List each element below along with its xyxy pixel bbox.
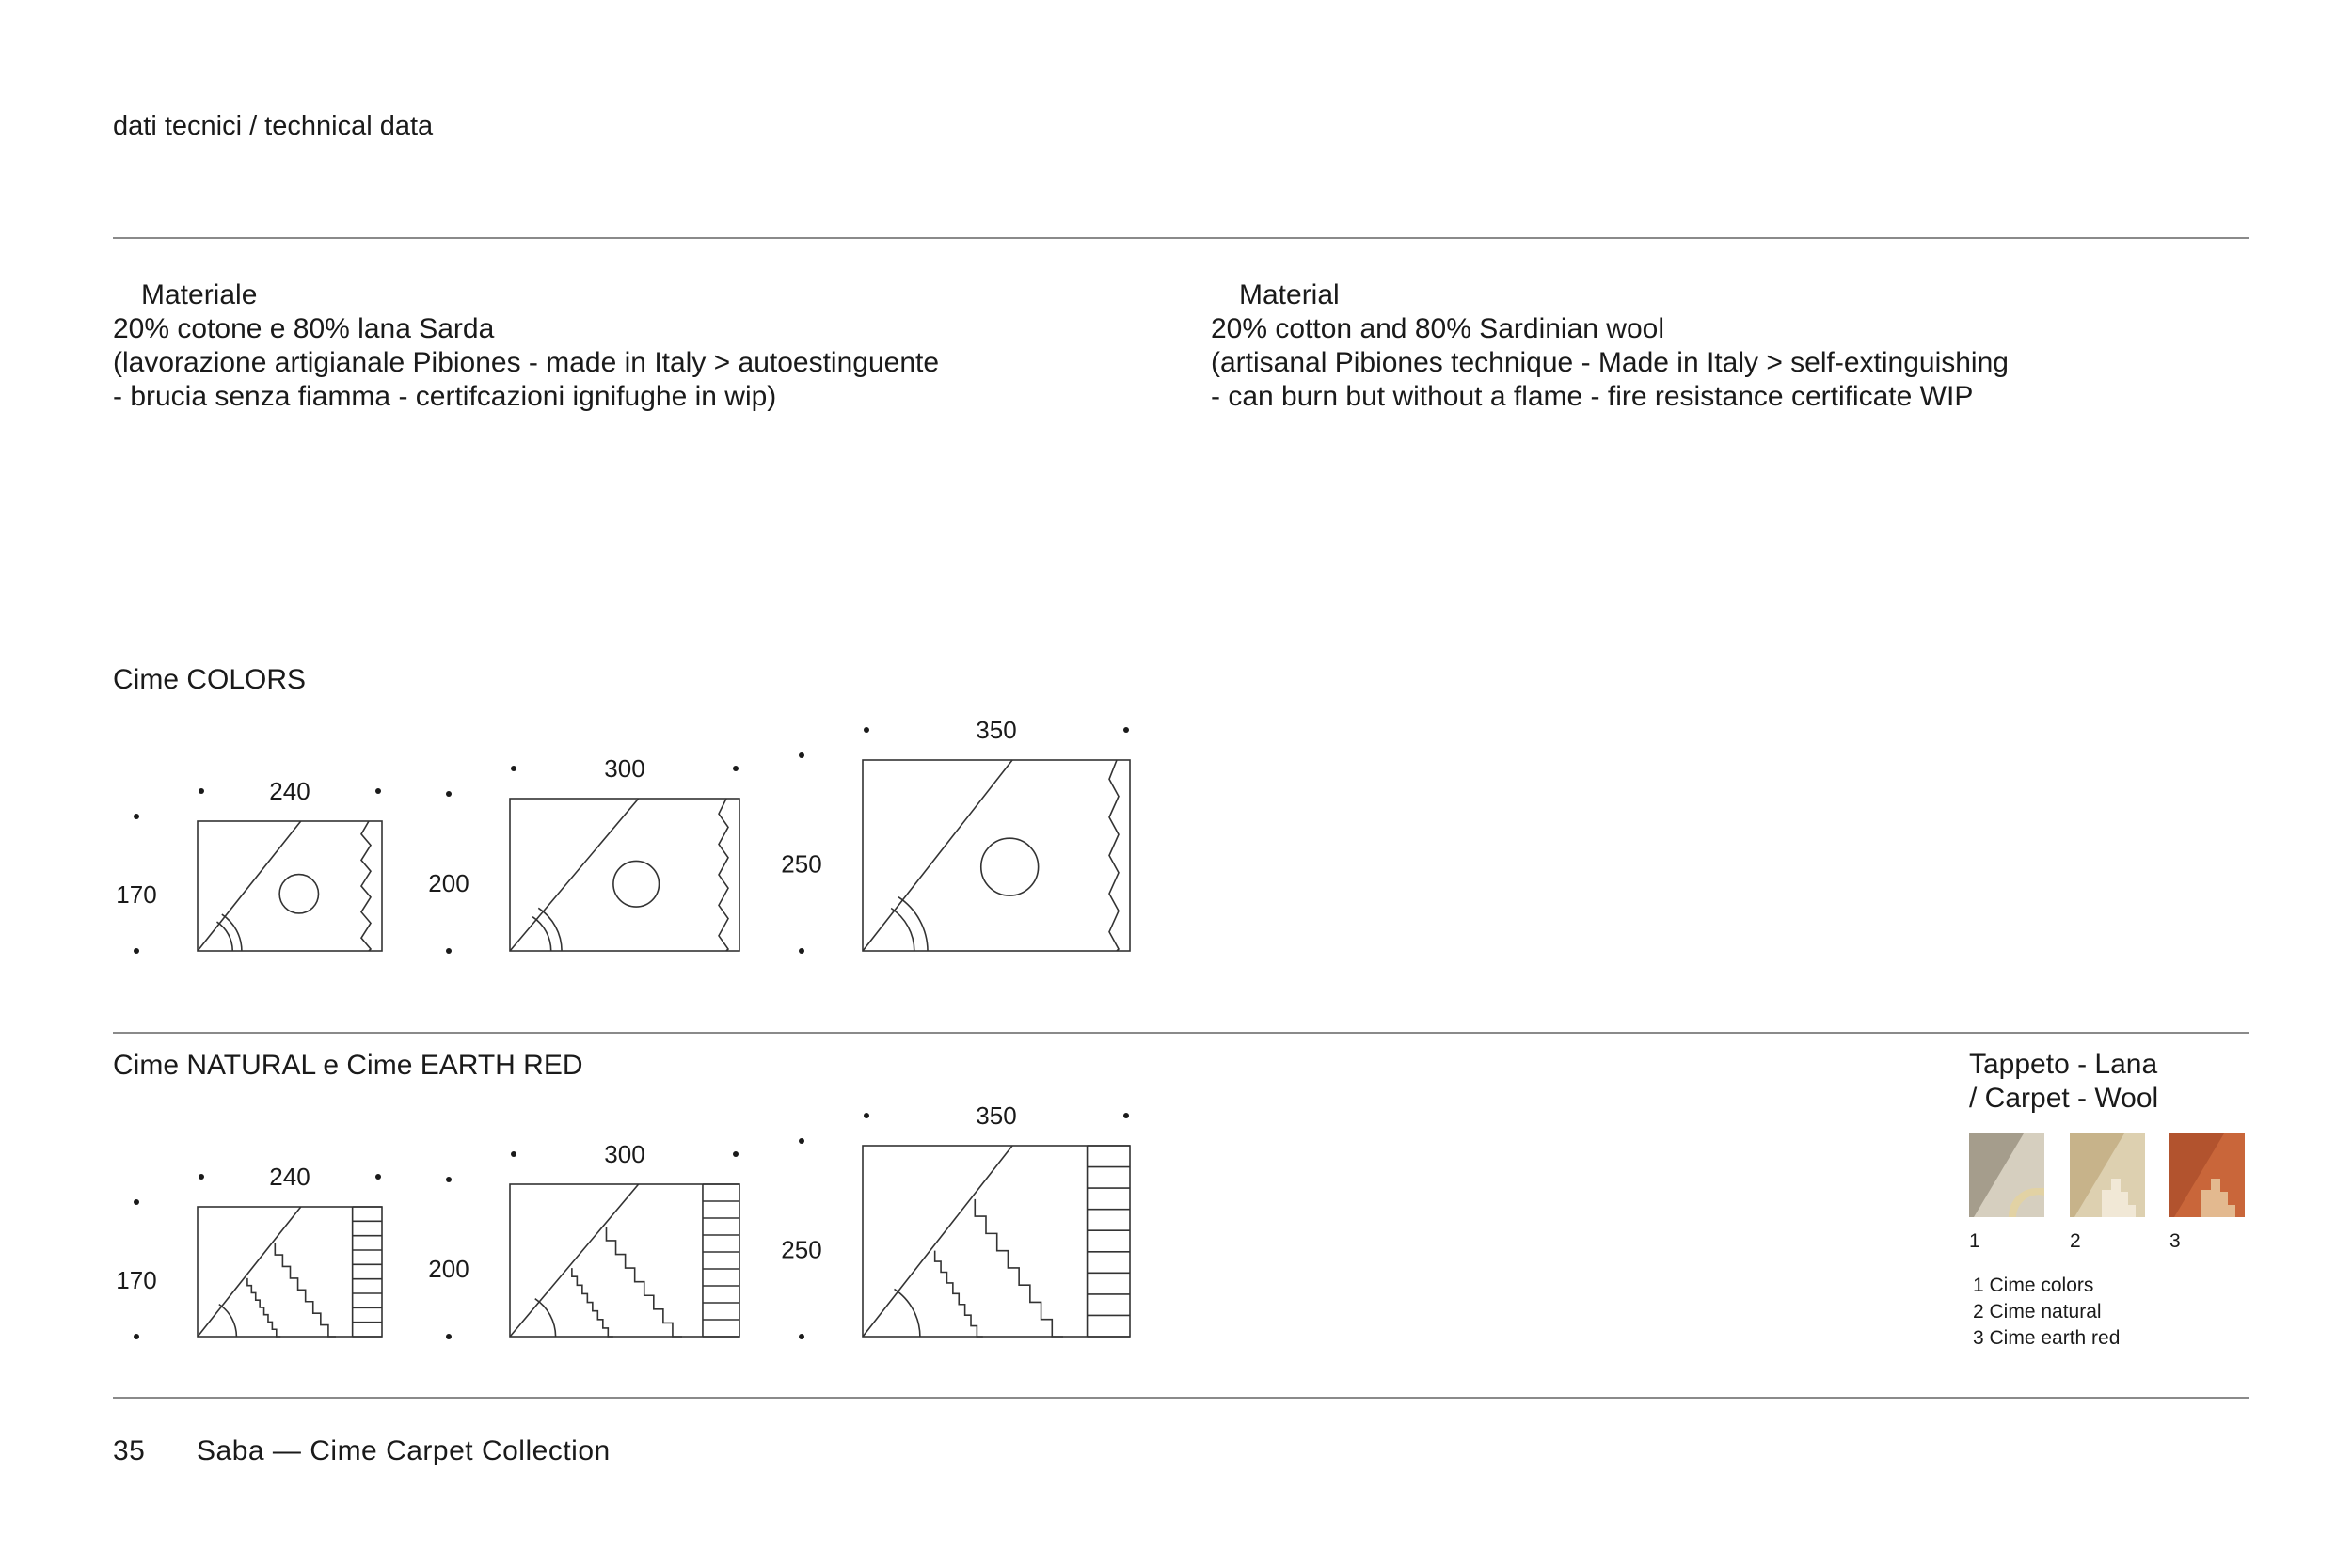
divider-middle: [113, 1032, 2249, 1034]
dimension-dot: [134, 814, 139, 819]
rug-width-label: 240: [269, 777, 310, 805]
rug-stair-line: [572, 1268, 613, 1337]
dimension-dot: [134, 948, 139, 954]
rug-width-label: 300: [604, 754, 645, 783]
rug-width-label: 300: [604, 1140, 645, 1168]
page-heading: dati tecnici / technical data: [113, 111, 434, 141]
rug-height-label: 200: [428, 1255, 469, 1283]
dimension-dot: [511, 1151, 516, 1157]
material-english: [1211, 278, 2009, 414]
rug-stair-line: [606, 1227, 682, 1337]
rug-width-label: 350: [976, 1101, 1017, 1130]
swatch-cime-earth-red: [2169, 1133, 2245, 1217]
material-italian: [113, 278, 939, 414]
dimension-dot: [799, 1138, 804, 1144]
dimension-dot: [733, 1151, 739, 1157]
legend-title-line: / Carpet - Wool: [1969, 1083, 2159, 1114]
material-italian-line: - brucia senza fiamma - certifcazioni ignifughe in wip): [113, 381, 777, 412]
rug-drawing: [863, 1146, 1130, 1337]
rug-diagonal: [198, 1207, 301, 1337]
rug-diagonal: [510, 799, 639, 951]
material-english-line: 20% cotton and 80% Sardinian wool: [1211, 313, 1664, 344]
rug-diagram: [776, 1093, 1288, 1338]
legend-title: [1969, 1048, 2158, 1116]
dimension-dot: [1123, 727, 1129, 733]
rug-stair-line: [275, 1243, 336, 1337]
rug-circle: [613, 861, 660, 907]
dimension-dot: [511, 766, 516, 771]
dimension-dot: [199, 788, 204, 794]
material-italian-line: (lavorazione artigianale Pibiones - made in Italy > autoestinguente: [113, 347, 940, 378]
rug-arc: [219, 1305, 237, 1337]
dimension-dot: [134, 1334, 139, 1339]
dimension-dot: [446, 948, 452, 954]
rug-arc: [535, 1299, 556, 1337]
rug-drawing: [863, 760, 1130, 951]
section-title-natural-earth-red: Cime NATURAL e Cime EARTH RED: [113, 1050, 583, 1081]
dimension-dot: [446, 1177, 452, 1182]
rug-diagonal: [198, 821, 301, 951]
rug-diagonal: [863, 760, 1012, 951]
rug-circle: [279, 875, 318, 913]
swatch-number: 3: [2169, 1230, 2181, 1252]
rug-drawing: [510, 799, 739, 951]
rug-drawing: [198, 1207, 382, 1337]
rug-drawing: [198, 821, 382, 951]
rug-arc: [216, 922, 232, 951]
dimension-dot: [199, 1174, 204, 1180]
dimension-dot: [864, 1113, 869, 1118]
swatch-number: 1: [1969, 1230, 1980, 1252]
rug-arc: [891, 909, 914, 951]
legend-title-line: Tappeto - Lana: [1969, 1049, 2158, 1080]
rug-width-label: 350: [976, 716, 1017, 744]
swatch-cime-natural: [2070, 1133, 2145, 1217]
rug-diagonal: [510, 1184, 639, 1337]
footer-page-number: 35: [113, 1435, 146, 1466]
dimension-dot: [375, 788, 381, 794]
rug-stair-line: [935, 1251, 983, 1337]
rug-height-label: 170: [116, 880, 157, 909]
legend-list: [1973, 1273, 2120, 1352]
rug-height-label: 200: [428, 869, 469, 897]
rug-zigzag-edge: [361, 821, 371, 951]
legend-item: 3 Cime earth red: [1973, 1327, 2121, 1349]
rug-diagonal: [863, 1146, 1012, 1337]
dimension-dot: [733, 766, 739, 771]
rug-zigzag-edge: [719, 799, 728, 951]
dimension-dot: [864, 727, 869, 733]
swatch-number: 2: [2070, 1230, 2081, 1252]
dimension-dot: [446, 791, 452, 797]
material-italian-title: Materiale: [141, 279, 258, 310]
rug-stair-line: [247, 1278, 280, 1337]
rug-arc: [894, 1289, 919, 1337]
section-title-colors: Cime COLORS: [113, 664, 307, 695]
rug-height-label: 250: [781, 1235, 822, 1264]
dimension-dot: [799, 1334, 804, 1339]
divider-bottom: [113, 1397, 2249, 1399]
rug-diagram: [776, 707, 1288, 952]
rug-outline: [863, 760, 1130, 951]
footer-title: Saba — Cime Carpet Collection: [197, 1435, 611, 1466]
material-english-title: Material: [1239, 279, 1340, 310]
divider-top: [113, 237, 2249, 239]
dimension-dot: [799, 752, 804, 758]
swatch-cime-colors: [1969, 1133, 2044, 1217]
material-english-line: (artisanal Pibiones technique - Made in Italy > self-extinguishing: [1211, 347, 2009, 378]
rug-zigzag-edge: [1109, 760, 1119, 951]
rug-width-label: 240: [269, 1163, 310, 1191]
rug-outline: [198, 821, 382, 951]
dimension-dot: [446, 1334, 452, 1339]
dimension-dot: [134, 1199, 139, 1205]
rug-height-label: 170: [116, 1266, 157, 1294]
dimension-dot: [799, 948, 804, 954]
material-italian-line: 20% cotone e 80% lana Sarda: [113, 313, 495, 344]
rug-drawing: [510, 1184, 739, 1337]
rug-stair-line: [975, 1199, 1063, 1337]
rug-circle: [981, 838, 1039, 895]
legend-item: 2 Cime natural: [1973, 1301, 2102, 1323]
legend-item: 1 Cime colors: [1973, 1275, 2094, 1296]
dimension-dot: [1123, 1113, 1129, 1118]
dimension-dot: [375, 1174, 381, 1180]
material-english-line: - can burn but without a flame - fire resistance certificate WIP: [1211, 381, 1974, 412]
rug-height-label: 250: [781, 849, 822, 879]
